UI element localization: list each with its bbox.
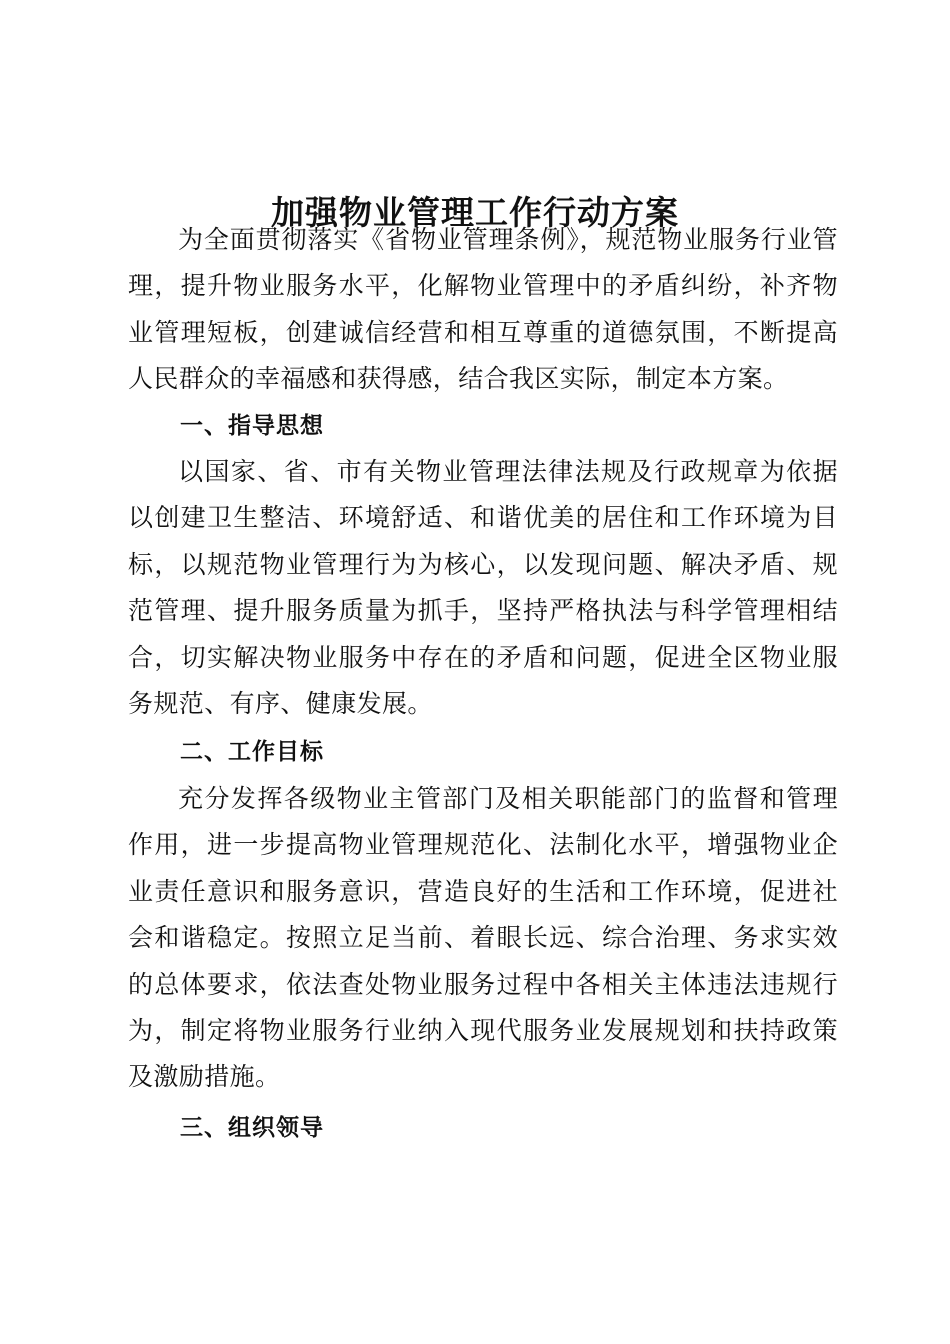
section-paragraph-guiding-ideology: 以国家、省、市有关物业管理法律法规及行政规章为依据以创建卫生整洁、环境舒适、和谐优美的居住和工作环境为目标，以规范物业管理行为为核心，以发现问题、解决矛盾、规范管理、提升服务质量为抓手，坚持严格执法与科学管理相结合，切实解决物业服务中存在的矛盾和问题，促进全区物业服务规范、有序、健康发展。 <box>128 457 838 719</box>
section-heading-guiding-ideology: 一、指导思想 <box>180 412 324 439</box>
section-heading-organization: 三、组织领导 <box>180 1114 324 1141</box>
document-body <box>128 217 838 1151</box>
document-title: 加强物业管理工作行动方案 <box>271 193 679 233</box>
section-paragraph-work-goals: 充分发挥各级物业主管部门及相关职能部门的监督和管理作用，进一步提高物业管理规范化、法制化水平，增强物业企业责任意识和服务意识，营造良好的生活和工作环境，促进社会和谐稳定。按照立足当前、着眼长远、综合治理、务求实效的总体要求，依法查处物业服务过程中各相关主体违法违规行为，制定将物业服务行业纳入现代服务业发展规划和扶持政策及激励措施。 <box>128 783 838 1092</box>
section-heading-work-goals: 二、工作目标 <box>180 739 324 766</box>
intro-paragraph: 为全面贯彻落实《省物业管理条例》，规范物业服务行业管理，提升物业服务水平，化解物业管理中的矛盾纠纷，补齐物业管理短板，创建诚信经营和相互尊重的道德氛围，不断提高人民群众的幸福感和获得感，结合我区实际，制定本方案。 <box>128 225 838 394</box>
